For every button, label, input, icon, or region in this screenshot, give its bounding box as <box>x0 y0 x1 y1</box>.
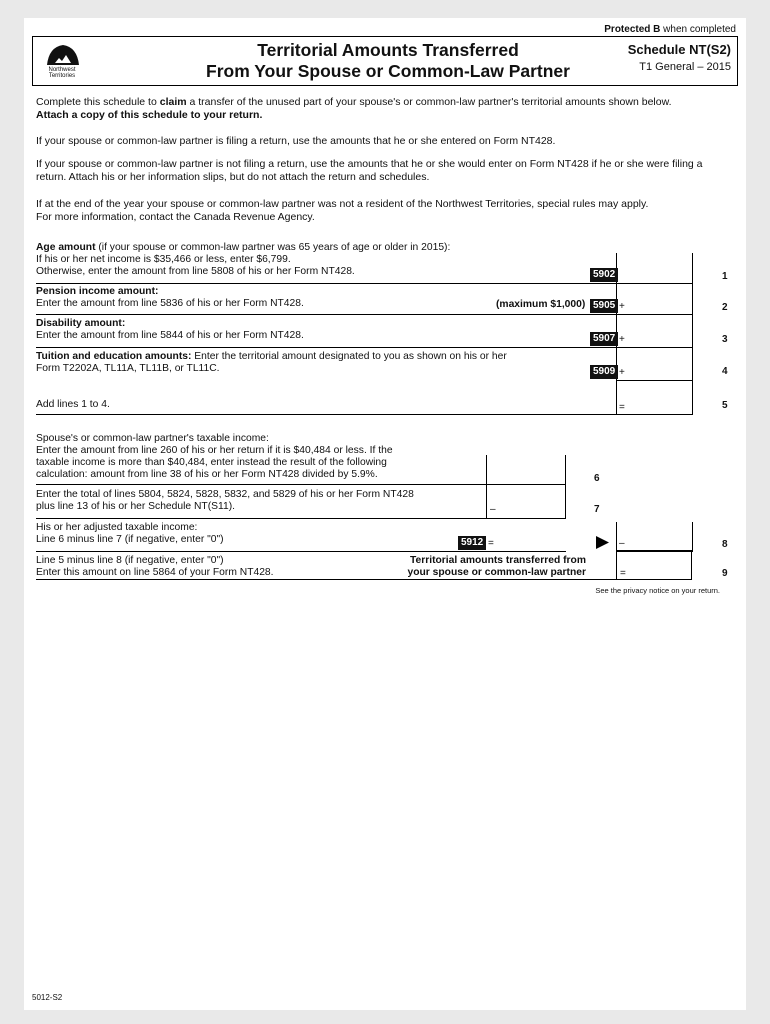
line-number-4: 4 <box>722 366 728 377</box>
form-page <box>24 18 746 1010</box>
pension-maximum: (maximum $1,000) <box>496 299 586 310</box>
line-code-5902: 5902 <box>590 268 618 282</box>
line-8-operator: – <box>619 538 625 549</box>
line-9-amount-box[interactable] <box>616 550 692 580</box>
line-7-rule <box>36 518 566 519</box>
line-3-operator: + <box>619 334 625 345</box>
form-title: Territorial Amounts Transferred From Your Spouse or Common-Law Partner <box>206 40 570 81</box>
protected-b-notice: Protected B when completed <box>604 24 736 35</box>
line-1-label: Age amount (if your spouse or common-law partner was 65 years of age or older in 2015): If his or her net income is $35,466 or less, enter $6,799. Otherwise, enter the amount from line 5808 of his or her Form NT428. <box>36 242 451 277</box>
line-6-rule <box>36 484 566 485</box>
line-number-9: 9 <box>722 568 728 579</box>
form-header <box>32 36 738 86</box>
line-8-column-right <box>692 522 693 551</box>
line-3-amount-field[interactable] <box>628 332 690 346</box>
line-8-column-left <box>616 522 617 551</box>
line-9-rule <box>36 579 616 580</box>
line-8-rule <box>36 551 566 552</box>
line-2-rule <box>36 314 692 315</box>
line-6-amount-field[interactable] <box>488 468 564 482</box>
privacy-notice: See the privacy notice on your return. <box>595 586 720 595</box>
line-number-7: 7 <box>594 504 600 515</box>
intro-not-filing: If your spouse or common-law partner is not filing a return, use the amounts that he or she would enter on Form NT428 if he or she were filing a return. Attach his or her information slips, but do not attach the return and schedules. <box>36 158 703 183</box>
intro-claim: Complete this schedule to claim a transfer of the unused part of your spouse's or common-law partner's territorial amounts shown below. Attach a copy of this schedule to your return. <box>36 96 672 121</box>
line-5-rule <box>36 414 692 415</box>
line-number-3: 3 <box>722 334 728 345</box>
line-4-label: Tuition and education amounts: Enter the territorial amount designated to you as shown on his or her Form T2202A, TL11A, TL11B, or TL11C. <box>36 351 507 374</box>
line-2-label: Pension income amount: Enter the amount from line 5836 of his or her Form NT428. <box>36 286 304 309</box>
line-1-rule <box>36 283 692 284</box>
intro-nonresident: If at the end of the year your spouse or common-law partner was not a resident of the Northwest Territories, special rules may apply. For more information, contact the Canada Revenue Agency. <box>36 198 649 223</box>
line-7-label: Enter the total of lines 5804, 5824, 5828, 5832, and 5829 of his or her Form NT428 plus line 13 of his or her Schedule NT(S11). <box>36 489 414 512</box>
line-5-label: Add lines 1 to 4. <box>36 399 110 410</box>
calc-column-left <box>486 455 487 519</box>
line-8-amount-field[interactable] <box>628 535 690 549</box>
line-7-operator: – <box>490 504 496 515</box>
line-4-operator: + <box>619 367 625 378</box>
line-number-6: 6 <box>594 473 600 484</box>
line-9-operator: = <box>620 568 626 579</box>
schedule-name: Schedule NT(S2) <box>627 42 731 57</box>
line-6-label: Spouse's or common-law partner's taxable income: Enter the amount from line 260 of his or her return if it is $40,484 or less. If the taxable income is more than $40,484, enter instead the result of the following calculation: amount from line 38 of his or her Form NT428 divided by 5.9%. <box>36 433 393 480</box>
line-number-1: 1 <box>722 271 728 282</box>
arrow-right-icon <box>596 536 609 549</box>
line-9-label: Line 5 minus line 8 (if negative, enter "0") Enter this amount on line 5864 of your Form NT428. <box>36 555 274 578</box>
line-number-2: 2 <box>722 302 728 313</box>
line-code-5905: 5905 <box>590 299 618 313</box>
line-2-amount-field[interactable] <box>628 299 690 313</box>
line-5-operator: = <box>619 402 625 413</box>
line-9-result-title: Territorial amounts transferred from your spouse or common-law partner <box>407 555 586 578</box>
line-4-amount-field[interactable] <box>628 365 690 379</box>
line-8-equals: = <box>488 538 494 549</box>
line-1-amount-field[interactable] <box>618 268 690 282</box>
line-2-operator: + <box>619 301 625 312</box>
line-5-amount-field[interactable] <box>628 398 690 412</box>
line-code-5907: 5907 <box>590 332 618 346</box>
line-8-label: His or her adjusted taxable income: Line 6 minus line 7 (if negative, enter "0") <box>36 522 224 545</box>
line-4-rule <box>616 380 692 381</box>
line-7-amount-field[interactable] <box>500 502 564 516</box>
column-right-border <box>692 253 693 415</box>
intro-filing: If your spouse or common-law partner is filing a return, use the amounts that he or she entered on Form NT428. <box>36 135 556 147</box>
logo-text: Northwest Territories <box>48 67 76 79</box>
line-code-5912: 5912 <box>458 536 486 550</box>
line-number-8: 8 <box>722 539 728 550</box>
line-3-rule <box>36 347 692 348</box>
calc-column-right <box>565 455 566 519</box>
form-year: T1 General – 2015 <box>639 61 731 73</box>
form-code: 5012-S2 <box>32 993 63 1002</box>
line-code-5909: 5909 <box>590 365 618 379</box>
line-number-5: 5 <box>722 400 728 411</box>
line-3-label: Disability amount: Enter the amount from line 5844 of his or her Form NT428. <box>36 318 304 341</box>
